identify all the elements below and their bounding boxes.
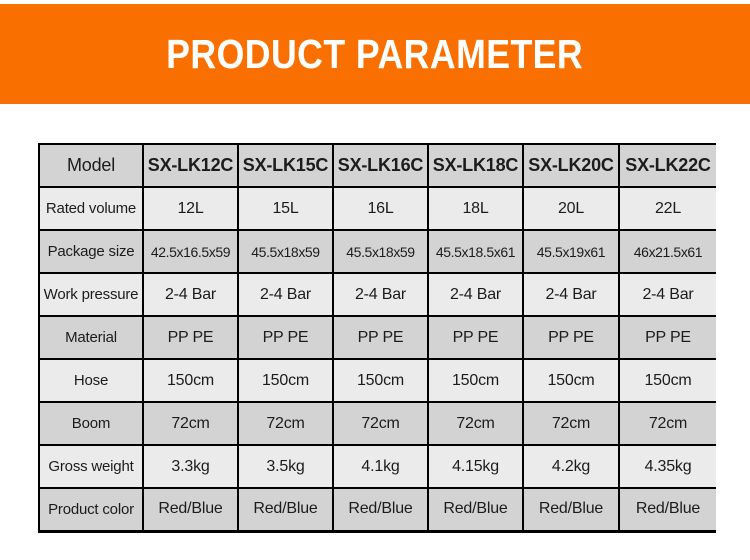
cell-value: 45.5x18x59 [333,230,428,273]
cell-value: 4.2kg [523,445,619,488]
cell-value: 150cm [143,359,238,402]
col-header-sx-lk22c: SX-LK22C [619,144,716,187]
row-label-gross-weight: Gross weight [39,445,143,488]
row-label-rated-volume: Rated volume [39,187,143,230]
cell-value: 72cm [143,402,238,445]
cell-value: Red/Blue [333,488,428,531]
cell-value: 72cm [238,402,333,445]
col-header-sx-lk20c: SX-LK20C [523,144,619,187]
row-label-work-pressure: Work pressure [39,273,143,316]
cell-value: 2-4 Bar [333,273,428,316]
cell-value: Red/Blue [143,488,238,531]
cell-value: 45.5x18.5x61 [428,230,523,273]
cell-value: 42.5x16.5x59 [143,230,238,273]
cell-value: PP PE [523,316,619,359]
table-row-rated-volume [39,187,716,230]
table-header-row [39,144,716,187]
cell-value: 150cm [428,359,523,402]
cell-value: 72cm [428,402,523,445]
cell-value: 45.5x18x59 [238,230,333,273]
row-label-hose: Hose [39,359,143,402]
cell-value: 4.1kg [333,445,428,488]
table-row-product-color [39,488,716,531]
cell-value: 150cm [238,359,333,402]
cell-value: 72cm [619,402,716,445]
cell-value: 4.35kg [619,445,716,488]
table-row-work-pressure [39,273,716,316]
cell-value: PP PE [428,316,523,359]
cell-value: 3.3kg [143,445,238,488]
cell-value: PP PE [143,316,238,359]
cell-value: PP PE [238,316,333,359]
cell-value: 2-4 Bar [428,273,523,316]
cell-value: Red/Blue [523,488,619,531]
col-header-sx-lk12c: SX-LK12C [143,144,238,187]
cell-value: 2-4 Bar [238,273,333,316]
table-row-boom [39,402,716,445]
row-label-material: Material [39,316,143,359]
cell-value: 2-4 Bar [523,273,619,316]
table-row-material [39,316,716,359]
cell-value: PP PE [333,316,428,359]
cell-value: 18L [428,187,523,230]
cell-value: 3.5kg [238,445,333,488]
cell-value: 46x21.5x61 [619,230,716,273]
row-label-product-color: Product color [39,488,143,531]
col-header-sx-lk18c: SX-LK18C [428,144,523,187]
cell-value: 16L [333,187,428,230]
cell-value: 2-4 Bar [143,273,238,316]
cell-value: 15L [238,187,333,230]
row-label-package-size: Package size [39,230,143,273]
cell-value: Red/Blue [428,488,523,531]
cell-value: 45.5x19x61 [523,230,619,273]
col-header-sx-lk15c: SX-LK15C [238,144,333,187]
cell-value: 150cm [523,359,619,402]
cell-value: 150cm [333,359,428,402]
cell-value: 72cm [523,402,619,445]
product-spec-table [38,143,716,533]
table-row-package-size [39,230,716,273]
cell-value: Red/Blue [238,488,333,531]
product-parameter-banner [0,4,750,104]
cell-value: Red/Blue [619,488,716,531]
cell-value: 150cm [619,359,716,402]
col-header-model: Model [39,144,143,187]
cell-value: PP PE [619,316,716,359]
cell-value: 72cm [333,402,428,445]
table-row-hose [39,359,716,402]
cell-value: 20L [523,187,619,230]
cell-value: 22L [619,187,716,230]
cell-value: 12L [143,187,238,230]
cell-value: 2-4 Bar [619,273,716,316]
cell-value: 4.15kg [428,445,523,488]
table-row-gross-weight [39,445,716,488]
col-header-sx-lk16c: SX-LK16C [333,144,428,187]
banner-title: PRODUCT PARAMETER [166,30,584,77]
row-label-boom: Boom [39,402,143,445]
